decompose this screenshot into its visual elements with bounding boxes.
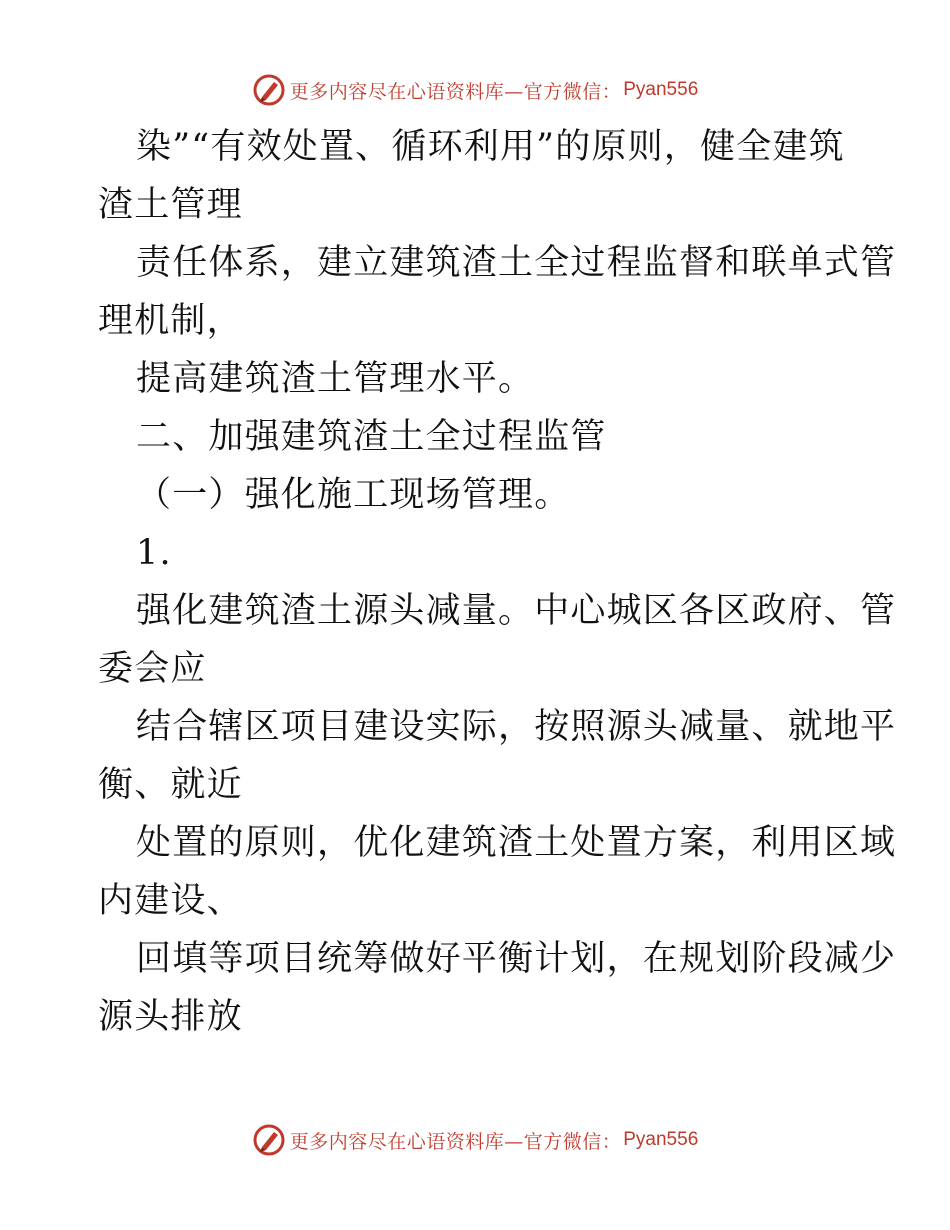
paragraph-line: 提高建筑渣土管理水平。 bbox=[136, 359, 535, 399]
paragraph-line: 强化建筑渣土源头减量。中心城区各区政府、管 bbox=[136, 591, 897, 631]
paragraph-line: 内建设、 bbox=[98, 881, 243, 921]
paragraph-line: 衡、就近 bbox=[98, 765, 243, 805]
paragraph-line: 源头排放 bbox=[98, 997, 243, 1037]
header-watermark bbox=[0, 70, 950, 110]
paragraph-line: 结合辖区项目建设实际，按照源头减量、就地平 bbox=[136, 707, 897, 747]
paragraph-line: 理机制， bbox=[98, 301, 243, 341]
pen-logo-icon bbox=[252, 73, 286, 107]
paragraph-line: 回填等项目统筹做好平衡计划，在规划阶段减少 bbox=[136, 939, 897, 979]
watermark-text: 更多内容尽在心语资料库—官方微信： bbox=[289, 1130, 622, 1153]
watermark-text: 更多内容尽在心语资料库—官方微信： bbox=[289, 80, 622, 103]
paragraph-line: 处置的原则，优化建筑渣土处置方案，利用区域 bbox=[136, 823, 897, 863]
paragraph-line: 渣土管理 bbox=[98, 185, 243, 225]
subsection-heading: （一）强化施工现场管理。 bbox=[136, 475, 571, 515]
watermark-id: Pyan556 bbox=[623, 1129, 699, 1150]
paragraph-line: 委会应 bbox=[98, 649, 207, 689]
section-heading: 二、加强建筑渣土全过程监管 bbox=[136, 417, 607, 457]
watermark-id: Pyan556 bbox=[623, 79, 699, 100]
paragraph-line: 染”“有效处置、循环利用”的原则，健全建筑 bbox=[136, 127, 845, 167]
footer-watermark bbox=[0, 1120, 950, 1160]
document-body bbox=[98, 118, 897, 1046]
list-number: 1. bbox=[136, 533, 172, 573]
pen-logo-icon bbox=[252, 1123, 286, 1157]
paragraph-line: 责任体系，建立建筑渣土全过程监督和联单式管 bbox=[136, 243, 897, 283]
